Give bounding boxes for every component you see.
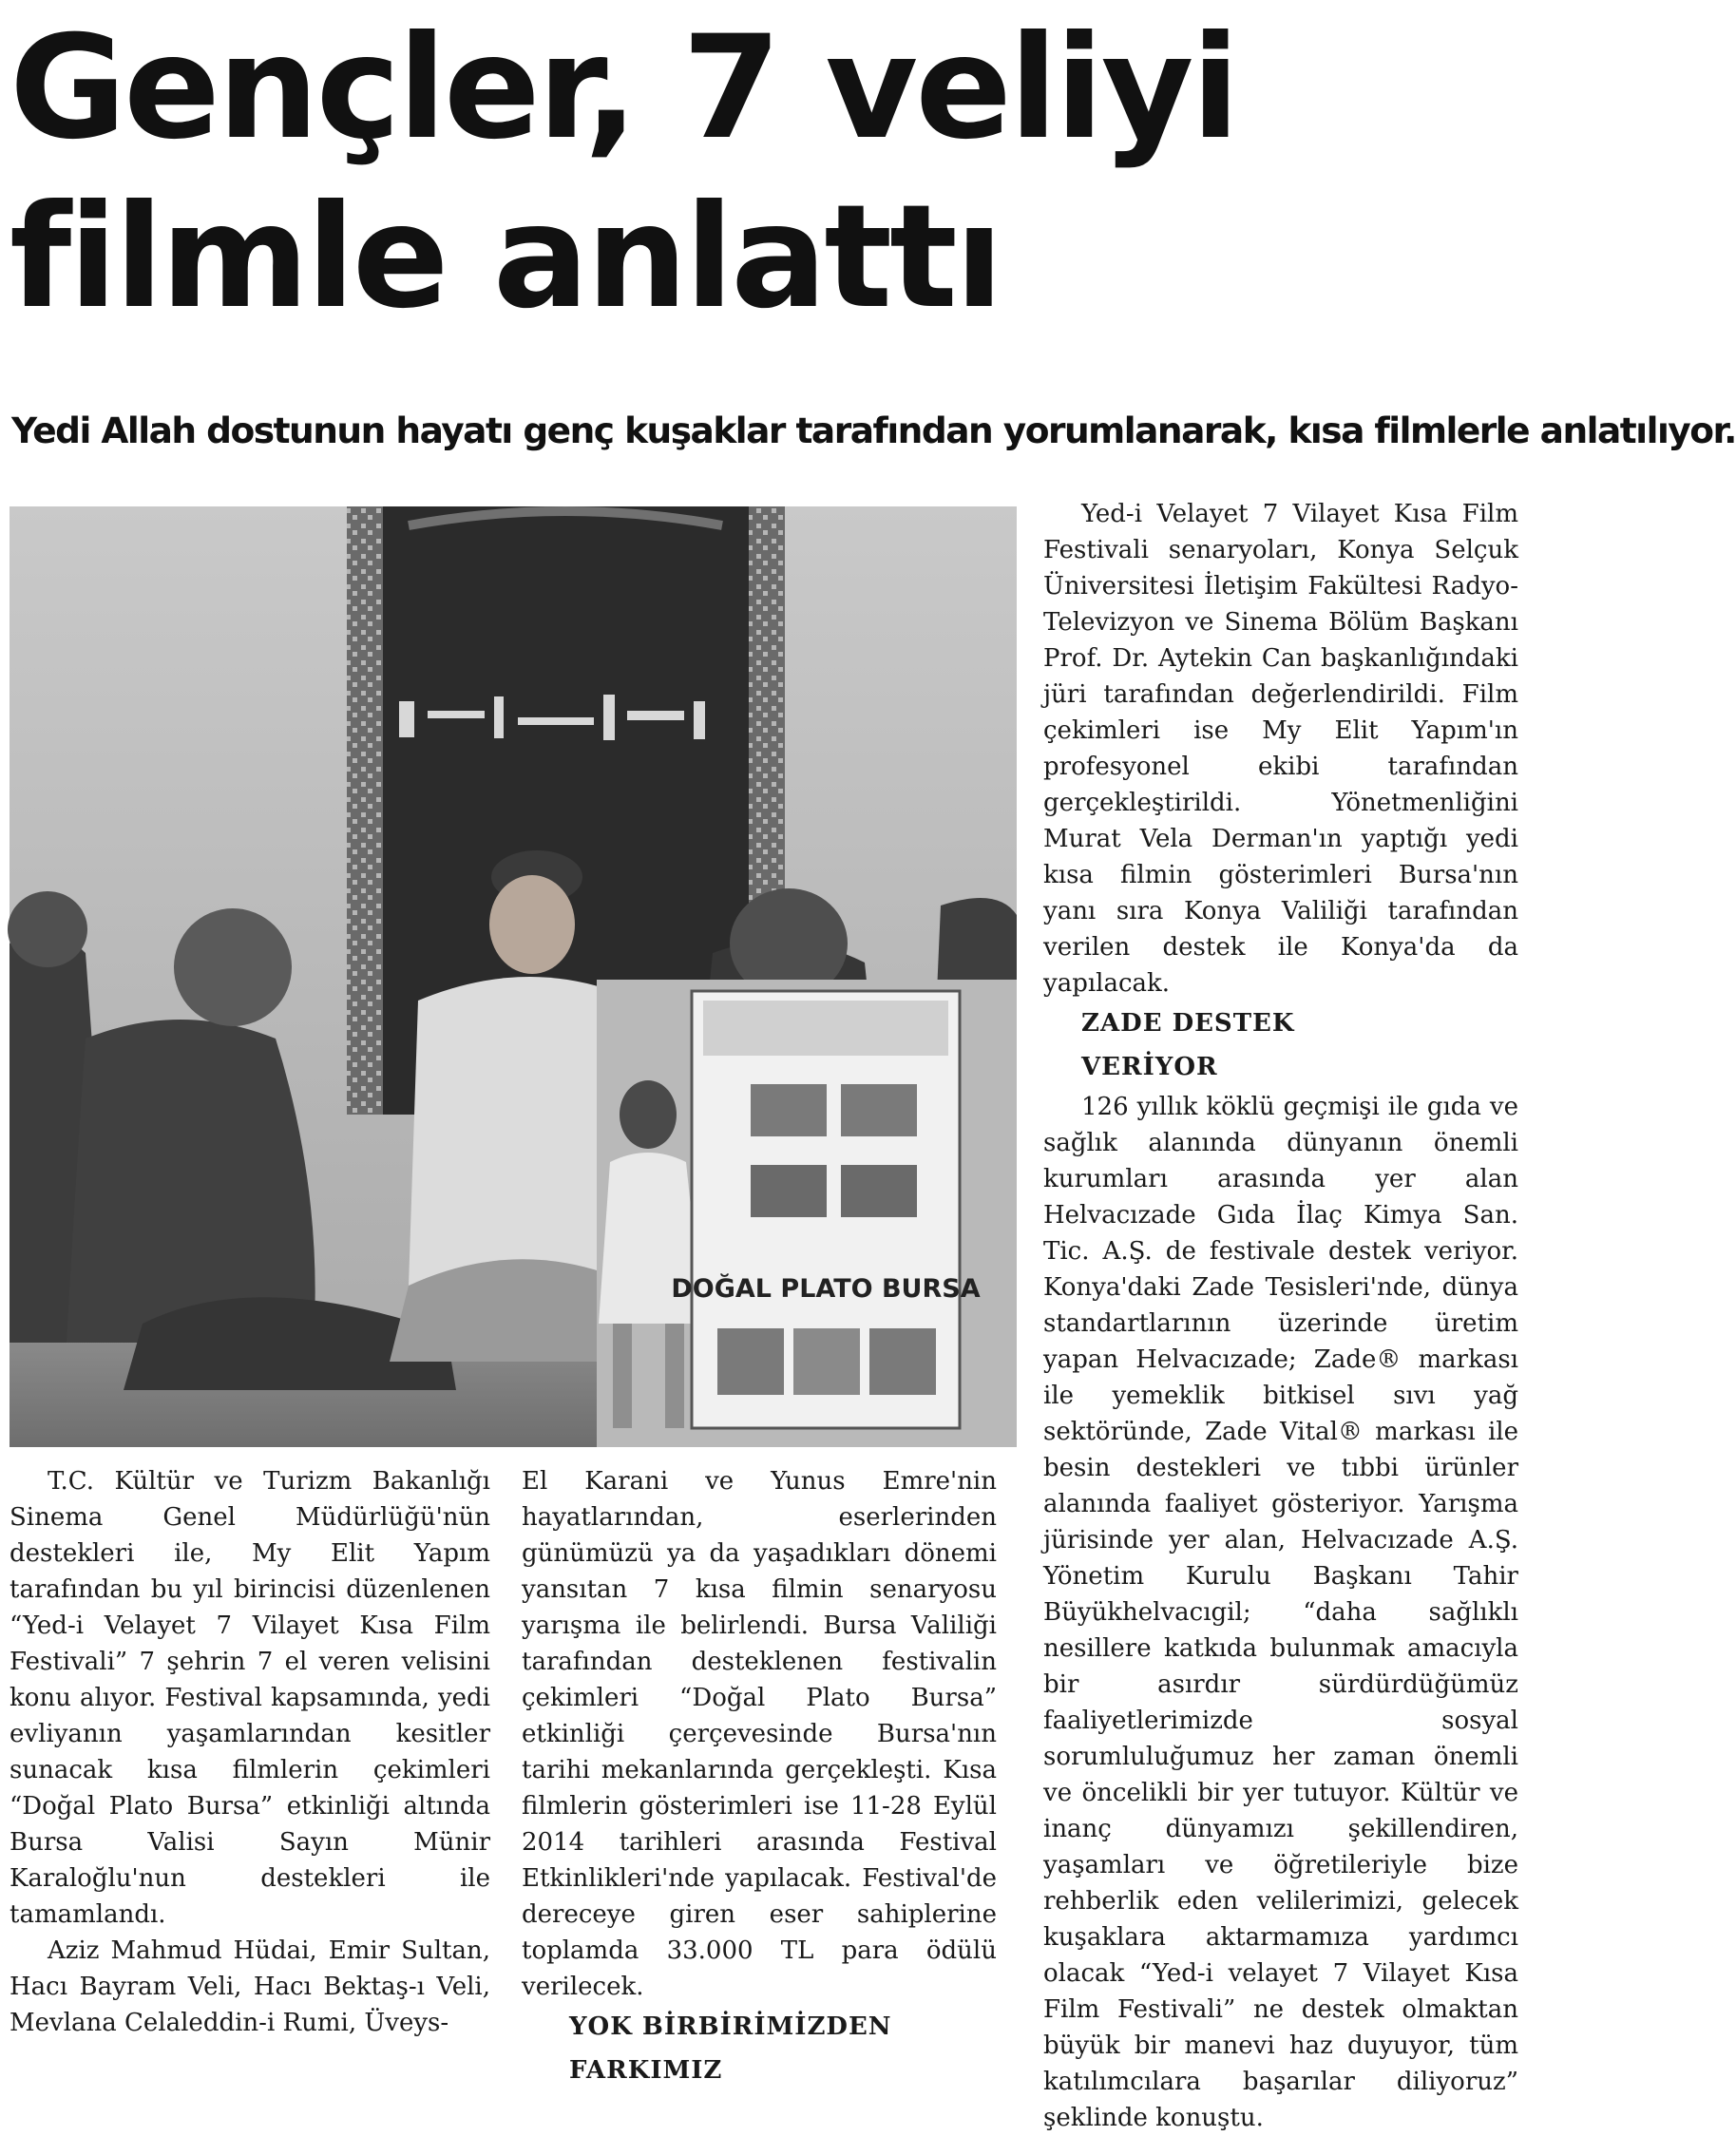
article-column-right bbox=[1043, 496, 1518, 2136]
paragraph: El Karani ve Yunus Emre'nin hayatlarından, eserlerinden günümüzü ya da yaşadıkları dönemi yansıtan 7 kısa filmin senaryosu yarışma ile belirlendi. Bursa Valiliği tarafından desteklenen festivalin çekimleri “Doğal Plato Bursa” etkinliği çerçevesinde Bursa'nın tarihi mekanlarında gerçekleşti. Kısa filmlerin gösterimleri ise 11-28 Eylül 2014 tarihleri arasında Festival Etkinlikleri'nde yapılacak. Festival'de dereceye giren eser sahiplerine toplamda 33.000 TL para ödülü verilecek. bbox=[522, 1467, 997, 2001]
subheading: ZADE DESTEK bbox=[1081, 1009, 1295, 1038]
paragraph: 126 yıllık köklü geçmişi ile gıda ve sağlık alanında dünyanın önemli kurumları arasında yer alan Helvacızade Gıda İlaç Kimya San. Tic. A.Ş. de festivale destek veriyor. Konya'daki Zade Tesisleri'nde, dünya standartlarının üzerinde üretim yapan Helvacızade; Zade® markası ile yemeklik bitkisel sıvı yağ sektöründe, Zade Vital® markası ile besin destekleri ve tıbbi ürünler alanında faaliyet gösteriyor. Yarışma jürisinde yer alan, Helvacızade A.Ş. Yönetim Kurulu Başkanı Tahir Büyükhelvacıgil; “daha sağlıklı nesillere katkıda bulunmak amacıyla bir asırdır sürdürdüğümüz faaliyetlerimizde sosyal sorumluluğumuz her zaman önemli ve öncelikli bir yer tutuyor. Kültür ve inanç dünyamızı şekillendiren, yaşamları ve öğretileriyle bize rehberlik eden velilerimizi, gelecek kuşaklara aktarmamıza yardımcı olacak “Yed-i velayet 7 Vilayet Kısa Film Festivali” ne destek olmaktan büyük bir manevi haz duyuyor, tüm katılımcılara başarılar diliyoruz” şeklinde konuştu. bbox=[1043, 1093, 1518, 2132]
deck-subtitle: Yedi Allah dostunun hayatı genç kuşaklar tarafından yorumlanarak, kısa filmlerle anlatılıyor. bbox=[11, 410, 1736, 451]
subheading: YOK BİRBİRİMİZDEN bbox=[569, 2012, 892, 2041]
paragraph: Aziz Mahmud Hüdai, Emir Sultan, Hacı Bayram Veli, Hacı Bektaş-ı Veli, Mevlana Celaleddin-i Rumi, Üveys- bbox=[10, 1936, 490, 2037]
headline-line-2: filmle anlattı bbox=[10, 175, 1002, 340]
paragraph: Yed-i Velayet 7 Vilayet Kısa Film Festivali senaryoları, Konya Selçuk Üniversitesi İletişim Fakültesi Radyo-Televizyon ve Sinema Bölüm Başkanı Prof. Dr. Aytekin Can başkanlığındaki jüri tarafından değerlendirildi. Film çekimleri ise My Elit Yapım'ın profesyonel ekibi tarafından gerçekleştirildi. Yönetmenliğini Murat Vela Derman'ın yaptığı yedi kısa filmin gösterimleri Bursa'nın yanı sıra Konya Valiliği tarafından verilen destek ile Konya'da da yapılacak. bbox=[1043, 500, 1518, 998]
article-column-left bbox=[10, 1463, 490, 2041]
subheading: VERİYOR bbox=[1081, 1053, 1218, 1081]
article-photo bbox=[10, 506, 1017, 1447]
article-column-middle bbox=[522, 1463, 997, 2092]
subheading: FARKIMIZ bbox=[569, 2056, 723, 2085]
poster-text: DOĞAL PLATO BURSA bbox=[671, 1274, 981, 1304]
headline bbox=[10, 4, 1520, 342]
paragraph: T.C. Kültür ve Turizm Bakanlığı Sinema Genel Müdürlüğü'nün destekleri ile, My Elit Yapım tarafından bu yıl birincisi düzenlenen “Yed-i Velayet 7 Vilayet Kısa Film Festivali” 7 şehrin 7 el veren velisini konu alıyor. Festival kapsamında, yedi evliyanın yaşamlarından kesitler sunacak kısa filmlerin çekimleri “Doğal Plato Bursa” etkinliği altında Bursa Valisi Sayın Münir Karaloğlu'nun destekleri ile tamamlandı. bbox=[10, 1467, 490, 1929]
headline-line-1: Gençler, 7 veliyi bbox=[10, 6, 1237, 171]
